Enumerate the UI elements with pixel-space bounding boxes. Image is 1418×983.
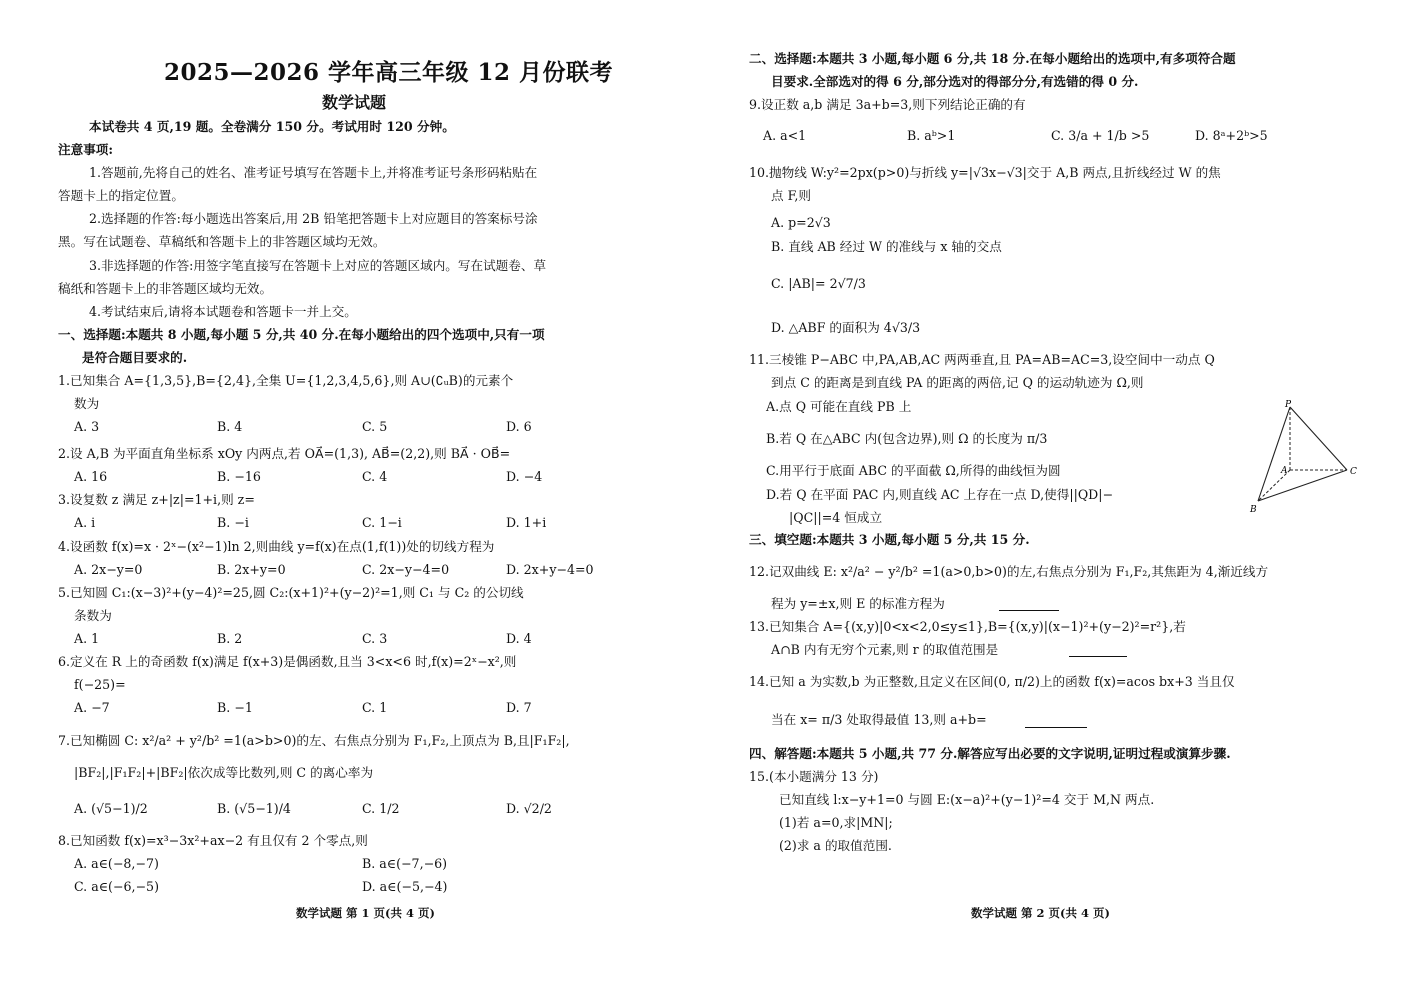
question-3: 3.设复数 z 满足 z+|z|=1+i,则 z= (58, 492, 255, 507)
section-3-heading: 三、填空题:本题共 3 小题,每小题 5 分,共 15 分. (749, 532, 1030, 547)
q8-option-a: A. a∈(−8,−7) (74, 856, 159, 871)
q8-option-d: D. a∈(−5,−4) (362, 879, 448, 894)
section-2-heading-cont: 目要求.全部选对的得 6 分,部分选对的得部分分,有选错的得 0 分. (771, 74, 1139, 89)
q11-option-a: A.点 Q 可能在直线 PB 上 (766, 399, 912, 414)
q2-option-b: B. −16 (217, 469, 261, 484)
q2-option-d: D. −4 (506, 469, 543, 484)
q1-option-c: C. 5 (362, 419, 388, 434)
question-6-cont: f(−25)= (74, 677, 126, 692)
section-1-heading: 一、选择题:本题共 8 小题,每小题 5 分,共 40 分.在每小题给出的四个选项中,只有一项 (58, 327, 545, 342)
q11-option-c: C.用平行于底面 ABC 的平面截 Ω,所得的曲线恒为圆 (766, 463, 1061, 478)
page-footer: 数学试题 第 2 页(共 4 页) (971, 906, 1110, 920)
q6-option-a: A. −7 (74, 700, 110, 715)
q11-option-d-cont: |QC||=4 恒成立 (789, 510, 883, 525)
q10-option-d: D. △ABF 的面积为 4√3/3 (771, 320, 921, 335)
q1-option-a: A. 3 (74, 419, 100, 434)
q3-option-b: B. −i (217, 515, 249, 530)
question-15-part-1: (1)若 a=0,求|MN|; (779, 815, 893, 830)
question-10: 10.抛物线 W:y²=2px(p>0)与折线 y=|√3x−√3|交于 A,B 两点,且折线经过 W 的焦 (749, 165, 1221, 180)
question-15-heading: 15.(本小题满分 13 分) (749, 769, 879, 784)
q11-option-b: B.若 Q 在△ABC 内(包含边界),则 Ω 的长度为 π/3 (766, 431, 1048, 446)
q10-option-b: B. 直线 AB 经过 W 的准线与 x 轴的交点 (771, 239, 1002, 254)
page-2 (709, 0, 1418, 983)
q3-option-d: D. 1+i (506, 515, 547, 530)
q7-option-a: A. (√5−1)/2 (74, 801, 148, 816)
exam-subtitle: 数学试题 (322, 93, 387, 112)
q7-option-d: D. √2/2 (506, 801, 552, 816)
notice-line: 1.答题前,先将自己的姓名、准考证号填写在答题卡上,并将准考证号条形码粘贴在 (89, 165, 538, 180)
question-11: 11.三棱锥 P−ABC 中,PA,AB,AC 两两垂直,且 PA=AB=AC=3,设空间中一动点 Q (749, 352, 1215, 367)
question-8: 8.已知函数 f(x)=x³−3x²+ax−2 有且仅有 2 个零点,则 (58, 833, 368, 848)
section-4-heading: 四、解答题:本题共 5 小题,共 77 分.解答应写出必要的文字说明,证明过程或演算步骤. (749, 746, 1231, 761)
question-12-cont: 程为 y=±x,则 E 的标准方程为 (771, 596, 945, 611)
question-7-cont: |BF₂|,|F₁F₂|+|BF₂|依次成等比数列,则 C 的离心率为 (74, 765, 374, 780)
question-5-cont: 条数为 (74, 608, 112, 623)
q1-option-b: B. 4 (217, 419, 243, 434)
section-1-heading-cont: 是符合题目要求的. (82, 350, 188, 365)
vertex-p-label: P (1285, 400, 1292, 410)
vertex-c-label: C (1350, 467, 1357, 477)
q9-option-d: D. 8ᵃ+2ᵇ>5 (1195, 128, 1268, 143)
q1-option-d: D. 6 (506, 419, 532, 434)
q3-option-c: C. 1−i (362, 515, 402, 530)
question-15-text: 已知直线 l:x−y+1=0 与圆 E:(x−a)²+(y−1)²=4 交于 M,N 两点. (779, 792, 1155, 807)
question-7: 7.已知椭圆 C: x²/a² + y²/b² =1(a>b>0)的左、右焦点分别为 F₁,F₂,上顶点为 B,且|F₁F₂|, (58, 733, 570, 748)
section-2-heading: 二、选择题:本题共 3 小题,每小题 6 分,共 18 分.在每小题给出的选项中,有多项符合题 (749, 51, 1236, 66)
notice-line: 2.选择题的作答:每小题选出答案后,用 2B 铅笔把答题卡上对应题目的答案标号涂 (89, 211, 538, 226)
notice-line: 黑。写在试题卷、草稿纸和答题卡上的非答题区域均无效。 (58, 234, 386, 249)
question-1: 1.已知集合 A={1,3,5},B={2,4},全集 U={1,2,3,4,5,6},则 A∪(∁ᵤB)的元素个 (58, 373, 514, 388)
q3-option-a: A. i (74, 515, 96, 530)
q8-option-c: C. a∈(−6,−5) (74, 879, 159, 894)
q4-option-c: C. 2x−y−4=0 (362, 562, 450, 577)
q7-option-c: C. 1/2 (362, 801, 400, 816)
q4-option-d: D. 2x+y−4=0 (506, 562, 594, 577)
q9-option-a: A. a<1 (763, 128, 807, 143)
q10-option-c: C. |AB|= 2√7/3 (771, 276, 866, 291)
question-12: 12.记双曲线 E: x²/a² − y²/b² =1(a>0,b>0)的左,右焦点分别为 F₁,F₂,其焦距为 4,渐近线方 (749, 564, 1269, 579)
q2-option-c: C. 4 (362, 469, 388, 484)
question-10-cont: 点 F,则 (771, 188, 811, 203)
exam-title: 2025—2026 学年高三年级 12 月份联考 (164, 59, 614, 86)
q14-answer-blank (1025, 727, 1087, 728)
q13-answer-blank (1069, 656, 1127, 657)
q5-option-d: D. 4 (506, 631, 532, 646)
q2-option-a: A. 16 (74, 469, 108, 484)
q8-option-b: B. a∈(−7,−6) (362, 856, 448, 871)
question-11-cont: 到点 C 的距离是到直线 PA 的距离的两倍,记 Q 的运动轨迹为 Ω,则 (771, 375, 1144, 390)
q4-option-b: B. 2x+y=0 (217, 562, 286, 577)
question-14: 14.已知 a 为实数,b 为正整数,且定义在区间(0, π/2)上的函数 f(x)=acos bx+3 当且仅 (749, 674, 1235, 689)
question-6: 6.定义在 R 上的奇函数 f(x)满足 f(x+3)是偶函数,且当 3<x<6 时,f(x)=2ˣ−x²,则 (58, 654, 517, 669)
question-13: 13.已知集合 A={(x,y)|0<x<2,0≤y≤1},B={(x,y)|(x−1)²+(y−2)²=r²},若 (749, 619, 1186, 634)
tetrahedron-figure (1249, 398, 1379, 516)
q10-option-a: A. p=2√3 (771, 215, 831, 230)
question-4: 4.设函数 f(x)=x · 2ˣ−(x²−1)ln 2,则曲线 y=f(x)在点(1,f(1))处的切线方程为 (58, 539, 495, 554)
question-15-part-2: (2)求 a 的取值范围. (779, 838, 892, 853)
q9-option-b: B. aᵇ>1 (907, 128, 956, 143)
question-5: 5.已知圆 C₁:(x−3)²+(y−4)²=25,圆 C₂:(x+1)²+(y−2)²=1,则 C₁ 与 C₂ 的公切线 (58, 585, 524, 600)
notice-line: 答题卡上的指定位置。 (58, 188, 184, 203)
notice-line: 4.考试结束后,请将本试题卷和答题卡一并上交。 (89, 304, 357, 319)
page-footer: 数学试题 第 1 页(共 4 页) (296, 906, 435, 920)
exam-info: 本试卷共 4 页,19 题。全卷满分 150 分。考试用时 120 分钟。 (89, 119, 455, 134)
vertex-a-label: A (1281, 466, 1288, 476)
question-2: 2.设 A,B 为平面直角坐标系 xOy 内两点,若 OA⃗=(1,3), AB⃗=(2,2),则 BA⃗ · OB⃗= (58, 446, 511, 461)
q5-option-a: A. 1 (74, 631, 100, 646)
notice-heading: 注意事项: (58, 142, 114, 157)
notice-line: 稿纸和答题卡上的非答题区域均无效。 (58, 281, 273, 296)
question-13-cont: A∩B 内有无穷个元素,则 r 的取值范围是 (771, 642, 999, 657)
q5-option-b: B. 2 (217, 631, 243, 646)
notice-line: 3.非选择题的作答:用签字笔直接写在答题卡上对应的答题区域内。写在试题卷、草 (89, 258, 547, 273)
q9-option-c: C. 3/a + 1/b >5 (1051, 128, 1150, 143)
q11-option-d: D.若 Q 在平面 PAC 内,则直线 AC 上存在一点 D,使得||QD|− (766, 487, 1114, 502)
q5-option-c: C. 3 (362, 631, 388, 646)
question-14-cont: 当在 x= π/3 处取得最值 13,则 a+b= (771, 712, 987, 727)
q12-answer-blank (999, 610, 1059, 611)
q6-option-c: C. 1 (362, 700, 388, 715)
q6-option-d: D. 7 (506, 700, 532, 715)
question-9: 9.设正数 a,b 满足 3a+b=3,则下列结论正确的有 (749, 97, 1026, 112)
vertex-b-label: B (1250, 505, 1257, 515)
question-1-cont: 数为 (74, 396, 100, 411)
q7-option-b: B. (√5−1)/4 (217, 801, 291, 816)
q4-option-a: A. 2x−y=0 (74, 562, 143, 577)
q6-option-b: B. −1 (217, 700, 253, 715)
